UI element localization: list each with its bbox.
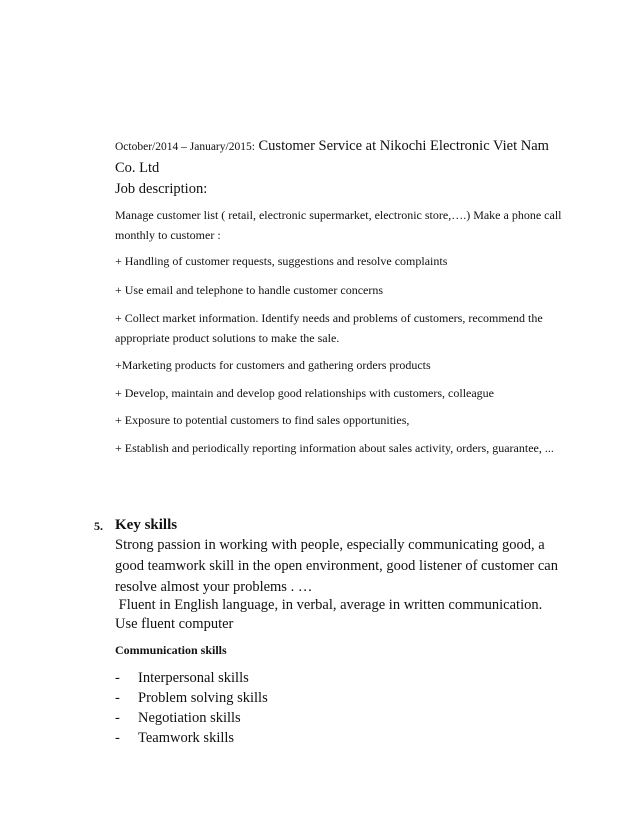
computer-skills: Use fluent computer: [115, 616, 234, 632]
dash-bullet: -: [115, 710, 120, 726]
list-item-label: Problem solving skills: [138, 690, 268, 706]
list-item: [115, 668, 268, 688]
list-item: [115, 708, 268, 728]
job-duty: + Handling of customer requests, suggestions and resolve complaints: [115, 254, 448, 268]
section-number: 5.: [94, 519, 103, 533]
job-header: [115, 136, 565, 179]
language-skills: Fluent in English language, in verbal, average in written communication.: [115, 597, 543, 613]
dash-bullet: -: [115, 690, 120, 706]
dash-bullet: -: [115, 670, 120, 686]
section-title: Key skills: [115, 517, 178, 533]
job-title: Customer Service at Nikochi Electronic Viet Nam Co. Ltd: [115, 138, 549, 176]
dash-bullet: -: [115, 730, 120, 746]
job-duty: + Use email and telephone to handle customer concerns: [115, 283, 384, 297]
list-item: [115, 688, 268, 708]
job-duty: + Collect market information. Identify needs and problems of customers, recommend the appropriate product solutions to make the sale.: [115, 311, 543, 345]
communication-skills-list: [115, 668, 268, 748]
job-duty: + Establish and periodically reporting information about sales activity, orders, guarantee, ...: [115, 441, 554, 455]
job-duty: + Exposure to potential customers to find sales opportunities,: [115, 413, 410, 427]
job-description-label: Job description:: [115, 181, 208, 197]
job-duty: + Develop, maintain and develop good relationships with customers, colleague: [115, 386, 495, 400]
list-item-label: Negotiation skills: [138, 710, 241, 726]
list-item-label: Interpersonal skills: [138, 670, 249, 686]
list-item: [115, 728, 268, 748]
job-intro: Manage customer list ( retail, electronic supermarket, electronic store,….) Make a phone call monthly to customer :: [115, 208, 562, 242]
key-skills-paragraph: Strong passion in working with people, especially communicating good, a good teamwork skill in the open environment, good listener of customer can resolve almost your problems . …: [115, 537, 558, 595]
job-date: October/2014 – January/2015:: [115, 141, 255, 153]
job-duty: +Marketing products for customers and gathering orders products: [115, 358, 431, 372]
list-item-label: Teamwork skills: [138, 730, 235, 746]
communication-skills-heading: Communication skills: [115, 643, 227, 657]
